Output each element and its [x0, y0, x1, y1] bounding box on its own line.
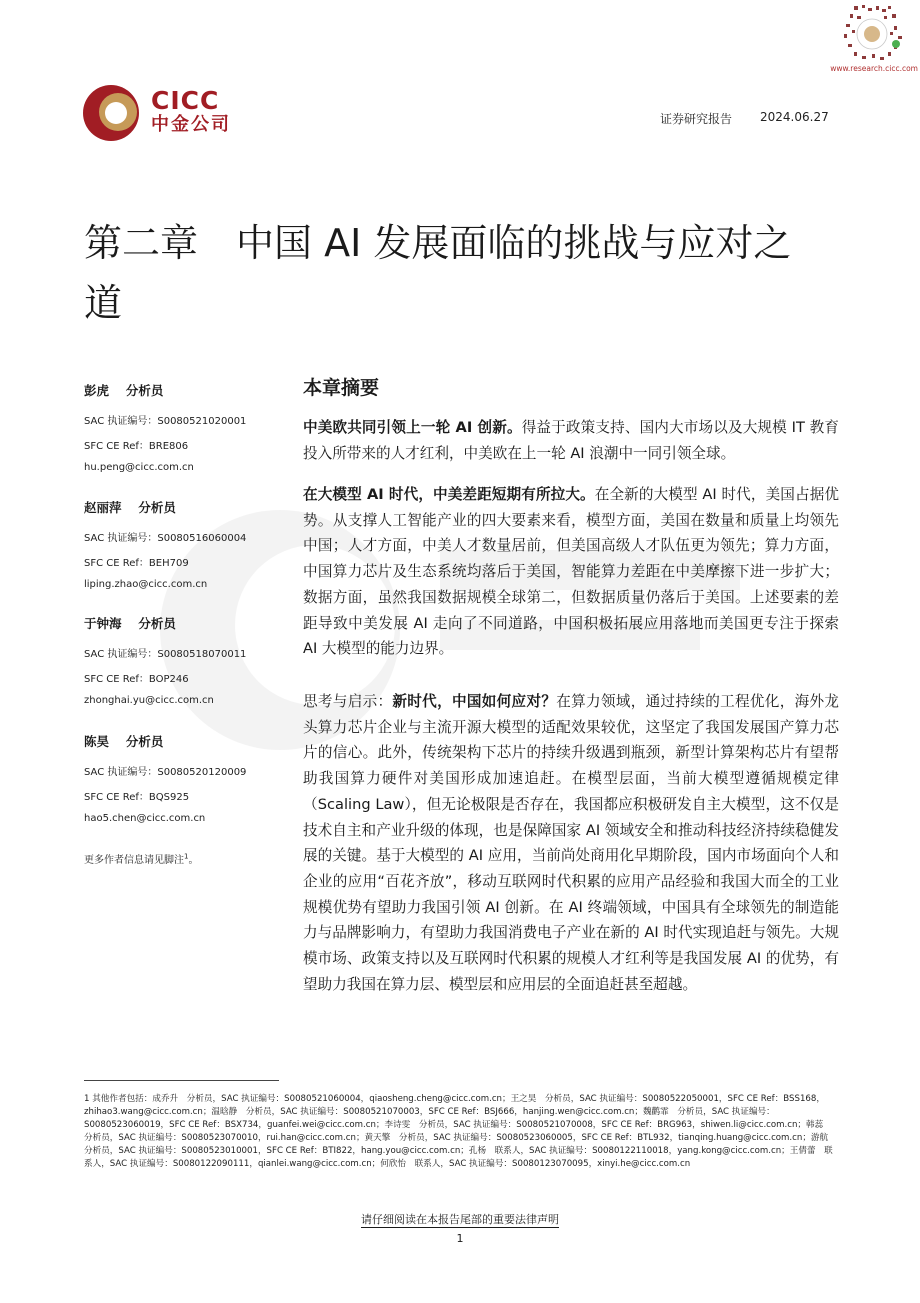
cicc-logo-icon: [82, 84, 140, 142]
report-type: 证券研究报告: [660, 112, 733, 126]
paragraph-prefix: 思考与启示：: [303, 693, 393, 710]
author-sac: SAC 执证编号：S0080518070011: [84, 649, 247, 660]
paragraph-body: 在全新的大模型 AI 时代，美国占据优势。从支撑人工智能产业的四大要素来看，模型方面，美国在数量和质量上均领先中国；人才方面，中美人才数量居前，但美国高级人才队伍更为领先；算力方面，中国算力芯片及生态系统均落后于美国，智能算力差距在中美摩擦下进一步扩大；数据方面，虽然我国数据规模全球第二，但数据质量仍落后于美国。上述要素的差距导致中美发展 AI 走向了不同道路，中国积极拓展应用落地而美国更专注于探索 AI 大模型的能力边界。: [303, 486, 839, 658]
more-authors-text: 更多作者信息请见脚注: [84, 855, 184, 866]
author-email[interactable]: hao5.chen@cicc.com.cn: [84, 813, 206, 824]
author-block: [84, 498, 284, 593]
author-email[interactable]: liping.zhao@cicc.com.cn: [84, 579, 208, 590]
author-name: 陈昊 分析员: [84, 734, 164, 749]
author-sac: SAC 执证编号：S0080520120009: [84, 767, 247, 778]
author-sac: SAC 执证编号：S0080516060004: [84, 533, 247, 544]
legal-disclaimer: [0, 1211, 920, 1227]
paragraph-lead: 在大模型 AI 时代，中美差距短期有所拉大。: [303, 486, 595, 503]
more-authors-note: 更多作者信息请见脚注$^1$。: [84, 852, 199, 866]
author-sfc: SFC CE Ref：BEH709: [84, 558, 189, 569]
author-name: 彭虎 分析员: [84, 383, 164, 398]
author-sfc: SFC CE Ref：BRE806: [84, 441, 189, 452]
logo-text-cn: 中金公司: [151, 114, 231, 135]
author-block: [84, 732, 284, 827]
author-sac: SAC 执证编号：S0080521020001: [84, 416, 247, 427]
footnote-text: 1 其他作者包括：成乔升 分析员，SAC 执证编号：S0080521060004，qiaosheng.cheng@cicc.com.cn；王之昊 分析员，SAC 执证编号：S0080522050001，SFC CE Ref：BSS168，zhihao3.wang@cicc.com.cn；温晗静 分析员，SAC 执证编号：S0080521070003，SFC CE Ref：BSJ666，hanjing.wen@cicc.com.cn；魏鹳霏 分析员，SAC 执证编号：S0080523060019，SFC CE Ref：BSX734，guanfei.wei@cicc.com.cn；李诗雯 分析员，SAC 执证编号：S0080521070008，SFC CE Ref：BRG963，shiwen.li@cicc.com.cn；韩蕊 分析员，SAC 执证编号：S0080523070010，rui.han@cicc.com.cn；黄天擎 分析员，SAC 执证编号：S0080523060005，SFC CE Ref：BTL932，tianqing.huang@cicc.com.cn；游航 分析员，SAC 执证编号：S0080523010001，SFC CE Ref：BTI822，hang.you@cicc.com.cn；孔杨 联系人，SAC 执证编号：S0080122110018，yang.kong@cicc.com.cn；王倩蕾 联系人，SAC 执证编号：S0080122090111，qianlei.wang@cicc.com.cn；何欣怡 联系人，SAC 执证编号：S0080123070095，xinyi.he@cicc.com.cn: [84, 1094, 837, 1169]
author-name: 赵丽萍 分析员: [84, 500, 176, 515]
paragraph-lead: 新时代，中国如何应对？: [392, 693, 557, 710]
summary-paragraph-1: [303, 415, 839, 466]
author-email[interactable]: zhonghai.yu@cicc.com.cn: [84, 695, 214, 706]
author-sfc: SFC CE Ref：BQS925: [84, 792, 190, 803]
author-name: 于钟海 分析员: [84, 616, 176, 631]
author-email[interactable]: hu.peng@cicc.com.cn: [84, 462, 194, 473]
research-url: www.research.cicc.com: [830, 64, 918, 73]
footnote-marker: 1: [184, 852, 189, 861]
paragraph-body: 在算力领域，通过持续的工程优化，海外龙头算力芯片企业与主流开源大模型的适配效果较优，这坚定了我国发展国产算力芯片的信心。此外，传统架构下芯片的持续升级遇到瓶颈，新型计算架构芯片有望帮助我国算力硬件对美国形成加速追赶。在模型层面，当前大模型遵循规模定律（Scaling Law），但无论极限是否存在，我国都应积极研发自主大模型，这不仅是技术自主和产业升级的体现，也是保障国家 AI 领域安全和推动科技经济持续稳健发展的关键。基于大模型的 AI 应用，当前尚处商用化早期阶段，国内市场面向个人和企业的应用“百花齐放”，移动互联网时代积累的应用产品经验和我国大而全的工业规模优势有望助力我国引领 AI 创新。在 AI 终端领域，中国具有全球领先的制造能力与品牌影响力，有望助力我国消费电子产业在新的 AI 时代实现追赶与领先。大规模市场、政策支持以及互联网时代积累的规模人才红利等是我国发展 AI 的优势，有望助力我国在算力层、模型层和应用层的全面追赶甚至超越。: [303, 693, 839, 993]
logo-text-en: CICC: [151, 86, 220, 115]
qr-code-icon: [832, 4, 912, 64]
paragraph-lead: 中美欧共同引领上一轮 AI 创新。: [303, 419, 522, 436]
summary-paragraph-3: [303, 689, 839, 997]
author-sfc: SFC CE Ref：BOP246: [84, 674, 189, 685]
summary-heading: 本章摘要: [303, 377, 380, 399]
report-date: 2024.06.27: [760, 110, 829, 124]
author-block: [84, 381, 284, 476]
disclaimer-link[interactable]: 请仔细阅读在本报告尾部的重要法律声明: [361, 1213, 559, 1226]
author-block: [84, 614, 284, 709]
page-number: 1: [456, 1232, 464, 1245]
paragraph-body: 得益于政策支持、国内大市场以及大规模 IT 教育投入所带来的人才红利，中美欧在上一轮 AI 浪潮中一同引领全球。: [303, 419, 840, 462]
summary-paragraph-2: [303, 482, 839, 662]
chapter-title: 第二章 中国 AI 发展面临的挑战与应对之道: [84, 221, 792, 325]
footnote-divider: [84, 1080, 279, 1081]
